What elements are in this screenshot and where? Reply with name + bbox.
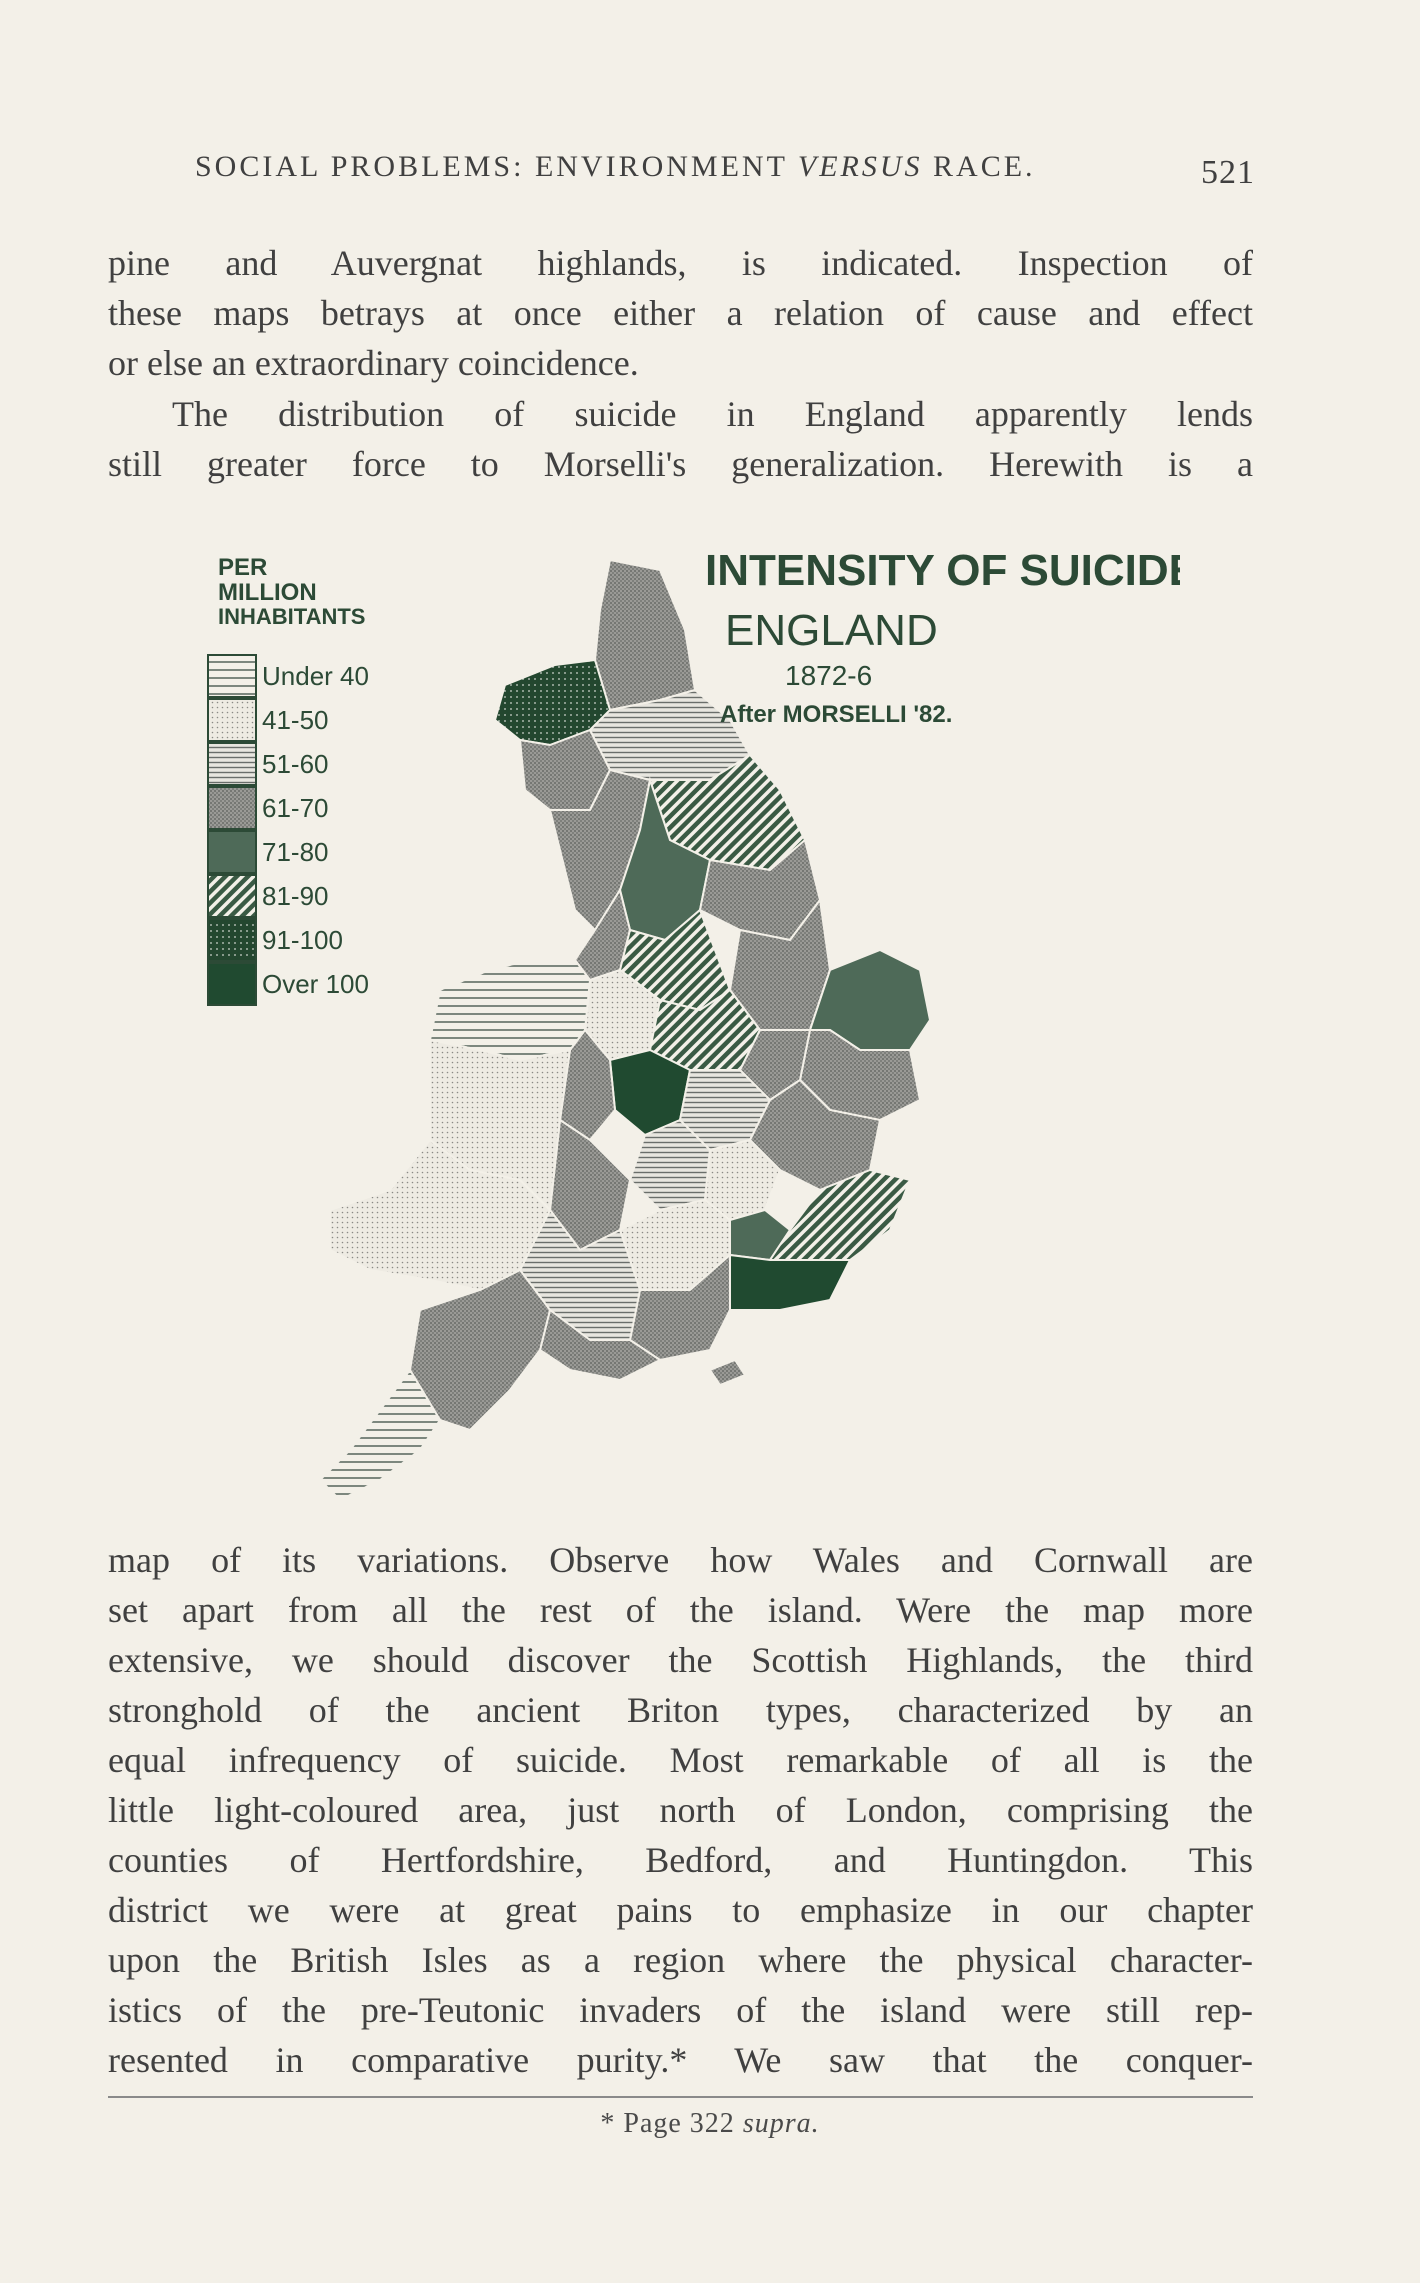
map-subtitle: ENGLAND: [725, 606, 938, 655]
text-line: set apart from all the rest of the island. Were the map more: [108, 1590, 1253, 1630]
region-kent: [770, 1170, 910, 1260]
header-title: SOCIAL PROBLEMS: ENVIRONMENT VERSUS RACE.: [195, 150, 1036, 183]
text-line: district we were at great pains to emphasize in our chapter: [108, 1890, 1253, 1930]
text-line: counties of Hertfordshire, Bedford, and Huntingdon. This: [108, 1840, 1253, 1880]
legend-swatch: [208, 919, 256, 961]
legend-label: Under 40: [262, 661, 369, 691]
region-northumberland: [595, 560, 695, 710]
footnote: * Page 322 supra.: [600, 2108, 820, 2139]
region-isle-of-wight: [710, 1360, 745, 1385]
legend-title-line: MILLION: [218, 579, 317, 606]
region-surrey-sussex: [730, 1255, 850, 1310]
legend-swatch: [208, 787, 256, 829]
legend-label: 51-60: [262, 749, 329, 779]
map-title-block: [705, 546, 1180, 728]
paragraph-2: [108, 389, 1253, 489]
legend-swatch: [208, 831, 256, 873]
legend-swatch: [208, 655, 256, 697]
running-header: [195, 150, 1255, 191]
text-line: little light-coloured area, just north of London, comprising the: [108, 1790, 1253, 1830]
text-line: map of its variations. Observe how Wales and Cornwall are: [108, 1540, 1253, 1580]
text-line: or else an extraordinary coincidence.: [108, 343, 639, 383]
legend-swatch: [208, 875, 256, 917]
legend-swatch: [208, 963, 256, 1005]
legend-swatch: [208, 699, 256, 741]
text-line: extensive, we should discover the Scottish Highlands, the third: [108, 1640, 1253, 1680]
text-line: stronghold of the ancient Briton types, characterized by an: [108, 1690, 1253, 1730]
text-line: The distribution of suicide in England apparently lends: [172, 394, 1253, 434]
legend-title-line: INHABITANTS: [218, 604, 366, 629]
legend-label: Over 100: [262, 969, 369, 999]
map-credit: After MORSELLI '82.: [720, 701, 953, 728]
page-number: 521: [1201, 154, 1255, 191]
text-line: istics of the pre-Teutonic invaders of the island were still rep-: [108, 1990, 1253, 2030]
footnote-rule: [108, 2096, 1253, 2098]
legend-label: 71-80: [262, 837, 329, 867]
paragraph-3: [108, 1535, 1253, 2085]
legend-label: 91-100: [262, 925, 343, 955]
map-legend: [208, 554, 369, 1005]
suicide-map-figure: [190, 490, 1180, 1540]
text-line: these maps betrays at once either a relation of cause and effect: [108, 293, 1253, 333]
legend-title-line: PER: [218, 554, 268, 581]
text-line: upon the British Isles as a region where the physical character-: [108, 1940, 1253, 1980]
text-line: equal infrequency of suicide. Most remarkable of all is the: [108, 1740, 1253, 1780]
legend-label: 81-90: [262, 881, 329, 911]
text-line: still greater force to Morselli's generalization. Herewith is a: [108, 444, 1253, 484]
map-years: 1872-6: [785, 660, 873, 691]
map-title: INTENSITY OF SUICIDE: [705, 546, 1180, 595]
text-line: pine and Auvergnat highlands, is indicated. Inspection of: [108, 243, 1253, 283]
legend-label: 61-70: [262, 793, 329, 823]
map-svg: [190, 490, 1180, 1540]
region-cornwall: [320, 1370, 440, 1500]
paragraph-1: [108, 238, 1253, 388]
legend-swatch: [208, 743, 256, 785]
legend-label: 41-50: [262, 705, 329, 735]
text-line: resented in comparative purity.* We saw that the conquer-: [108, 2040, 1253, 2080]
